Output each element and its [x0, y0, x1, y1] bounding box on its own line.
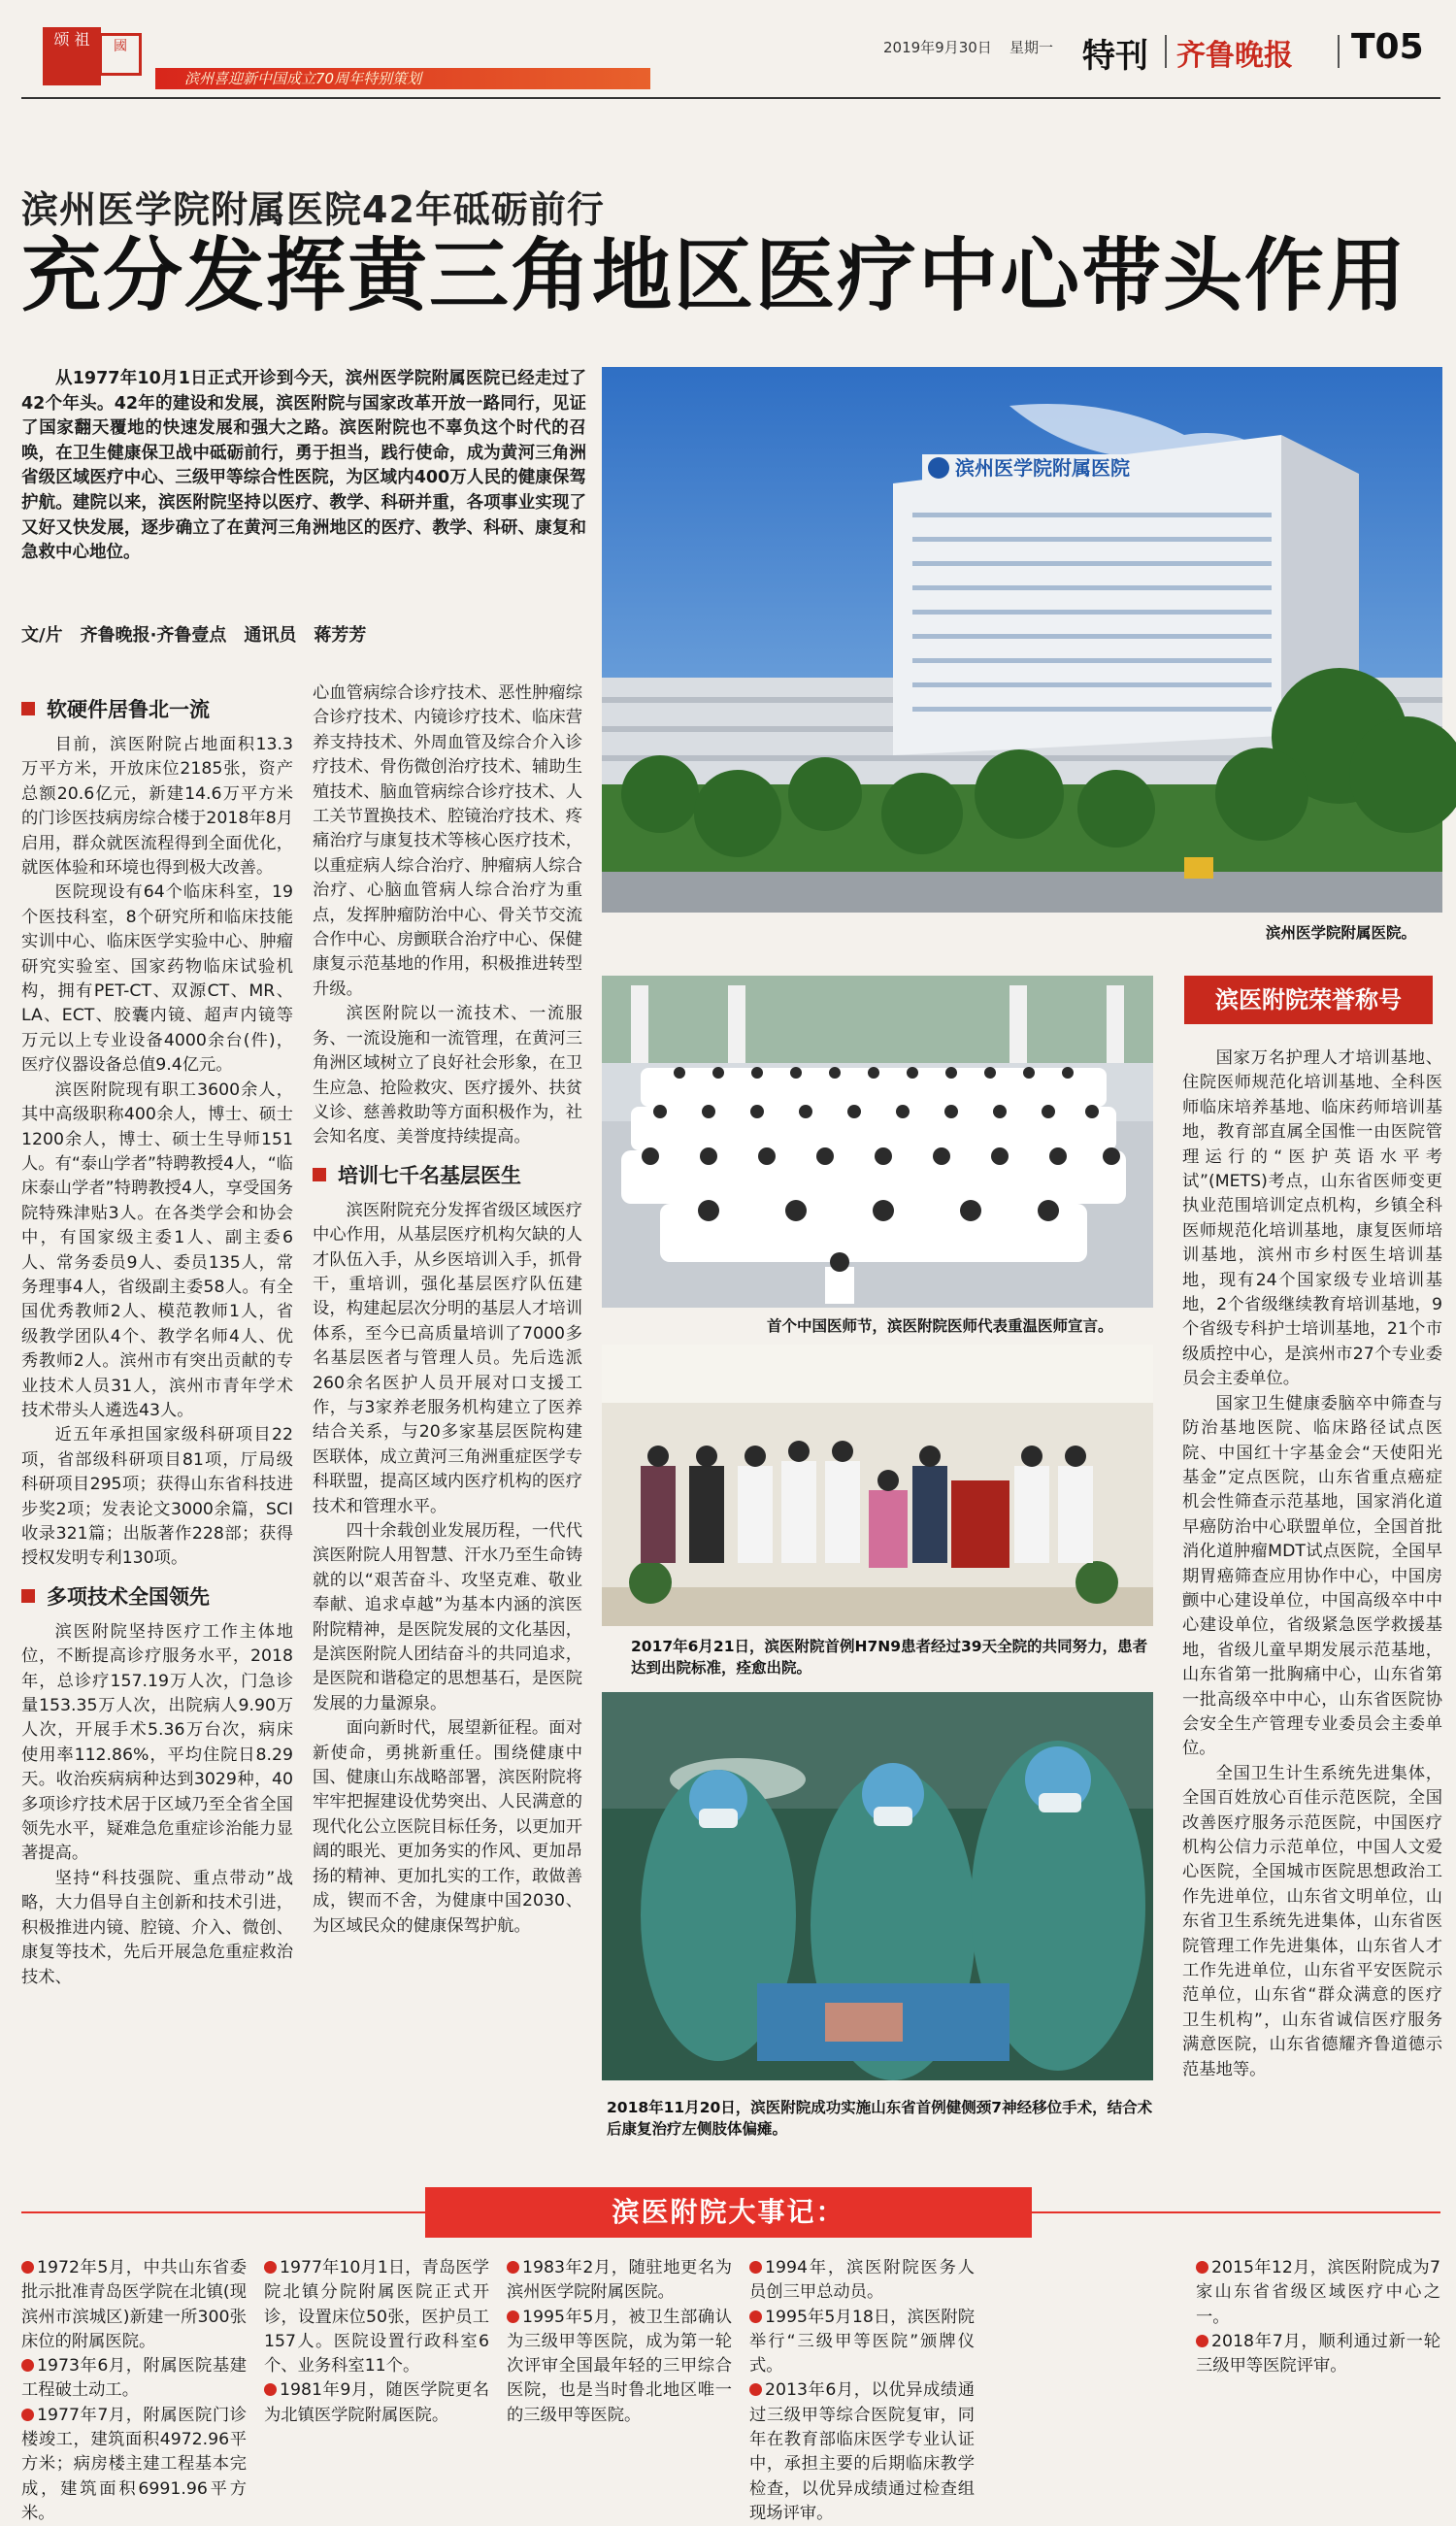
building-sign: 滨州医学院附属医院 — [955, 456, 1130, 480]
event-text: 1977年7月，附属医院门诊楼竣工，建筑面积4972.96平方米；病房楼主建工程基本完成，建筑面积6991.96平方米。 — [21, 2405, 247, 2523]
event-item — [21, 2404, 247, 2526]
paragraph: 国家万名护理人才培训基地、住院医师规范化培训基地、全科医师临床培养基地、临床药师培训基地，教育部直属全国惟一由医院管理运行的“医护英语水平考试”(METS)考点，山东省医师变更执业范围培训定点机构，乡镇全科医师规范化培训基地，康复医师培训基地，滨州市乡村医生培训基地，现有24个国家级专业培训基地，2个省级继续教育培训基地，9个省级专科护士培训基地，21个市级质控中心，是滨州市27个专业委员会主委单位。 — [1182, 1048, 1442, 1389]
section-heading — [313, 1156, 582, 1195]
header-divider — [1338, 35, 1340, 68]
logo-stamp: 國 — [99, 33, 142, 76]
hospital-building-photo — [602, 367, 1442, 913]
event-item — [264, 2256, 489, 2378]
event-item — [749, 2256, 975, 2306]
bullet-icon — [21, 2261, 34, 2274]
square-bullet-icon — [21, 702, 35, 715]
section-heading-text: 培训七千名基层医生 — [338, 1163, 521, 1187]
feature-strip: 滨州喜迎新中国成立70周年特别策划 — [155, 68, 650, 89]
event-text: 1995年5月18日，滨医附院举行“三级甲等医院”颁牌仪式。 — [749, 2307, 975, 2376]
event-item — [1196, 2256, 1440, 2330]
lead-text: 从1977年10月1日正式开诊到今天，滨州医学院附属医院已经走过了42个年头。42年的建设和发展，滨医附院与国家改革开放一路同行，见证了国家翻天覆地的快速发展和强大之路。滨医附院也不辜负这个时代的召唤，在卫生健康保卫战中砥砺前行，勇于担当，践行使命，成为黄河三角洲省级区域医疗中心、三级甲等综合性医院，为区域内400万人民的健康保驾护航。建院以来，滨医附院坚持以医疗、教学、科研并重，各项事业实现了又好又快发展，逐步确立了在黄河三角洲地区的医疗、教学、科研、康复和急救中心地位。 — [21, 369, 586, 563]
events-column — [1196, 2256, 1440, 2378]
masthead — [0, 0, 1456, 97]
section-heading — [21, 690, 293, 729]
paragraph: 面向新时代，展望新征程。面对新使命，勇挑新重任。围绕健康中国、健康山东战略部署，滨医附院将牢牢把握建设优势突出、人民满意的现代化公立医院目标任务，以更加开阔的眼光、更加务实的作风、更加昂扬的精神、更加扎实的工作，敢做善成，锲而不舍，为健康中国2030、为区域民众的健康保驾护航。 — [313, 1718, 582, 1936]
lead-paragraph — [21, 367, 586, 566]
photo-caption: 2018年11月20日，滨医附院成功实施山东省首例健侧颈7神经移位手术，结合术后康复治疗左侧肢体偏瘫。 — [607, 2099, 1153, 2138]
paragraph: 医院现设有64个临床科室，19个医技科室，8个研究所和临床技能实训中心、临床医学实验中心、肿瘤研究实验室、国家药物临床试验机构，拥有PET-CT、双源CT、MR、LA、ECT、胶囊内镜、超声内镜等万元以上专业设备4000余台(件)，医疗仪器设备总值9.4亿元。 — [21, 882, 293, 1076]
paragraph: 滨医附院以一流技术、一流服务、一流设施和一流管理，在黄河三角洲区域树立了良好社会形象，在卫生应急、抢险救灾、医疗援外、扶贫义诊、慈善救助等方面积极作为，社会知名度、美誉度持续提高。 — [313, 1004, 582, 1147]
event-text: 1995年5月，被卫生部确认为三级甲等医院，成为第一轮次评审全国最年轻的三甲综合医院，也是当时鲁北地区唯一的三级甲等医院。 — [507, 2307, 732, 2425]
events-column — [21, 2256, 247, 2526]
events-column — [507, 2256, 732, 2428]
event-item — [1196, 2330, 1440, 2379]
nurses-photo — [602, 976, 1153, 1308]
paragraph: 滨医附院坚持医疗工作主体地位，不断提高诊疗服务水平，2018年，总诊疗157.19万人次，门急诊量153.35万人次，出院病人9.90万人次，开展手术5.36万台次，病床使用率112.86%，平均住院日8.29天。收治疾病病种达到3029种，40多项诊疗技术居于区域乃至全省全国领先水平，疑难急危重症诊治能力显著提高。 — [21, 1621, 293, 1864]
event-text: 1994年，滨医附院医务人员创三甲总动员。 — [749, 2258, 975, 2303]
event-text: 2013年6月，以优异成绩通过三级甲等综合医院复审，同年在教育部临床医学专业认证中，承担主要的后期临床教学检查，以优异成绩通过检查组现场评审。 — [749, 2380, 975, 2523]
event-item — [21, 2354, 247, 2404]
main-headline: 充分发挥黄三角地区医疗中心带头作用 — [21, 230, 1408, 322]
nurses-illustration — [602, 976, 1153, 1308]
event-text: 1973年6月，附属医院基建工程破土动工。 — [21, 2356, 247, 2401]
page-number: T05 — [1351, 27, 1424, 67]
paragraph: 目前，滨医附院占地面积13.3万平方米，开放床位2185张，资产总额20.6亿元，新建14.6万平方米的门诊医技病房综合楼于2018年8月启用，群众就医流程得到全面优化，就医体验和环境也得到极大改善。 — [21, 735, 293, 879]
article-column-1 — [21, 684, 293, 1990]
bullet-icon — [507, 2310, 519, 2323]
photo-caption: 滨州医学院附属医院。 — [1266, 924, 1417, 942]
bullet-icon — [21, 2359, 34, 2372]
bullet-icon — [1196, 2261, 1208, 2274]
header-rule — [21, 97, 1440, 99]
photo-caption: 2017年6月21日，滨医附院首例H7N9患者经过39天全院的共同努力，患者达到出院标准，痊愈出院。 — [631, 1638, 1148, 1677]
event-text: 1983年2月，随驻地更名为滨州医学院附属医院。 — [507, 2258, 732, 2303]
event-item — [21, 2256, 247, 2354]
paragraph: 国家卫生健康委脑卒中筛查与防治基地医院、临床路径试点医院、中国红十字基金会“天使阳光基金”定点医院，山东省重点癌症机会性筛查示范基地，国家消化道早癌防治中心联盟单位，全国首批消化道肿瘤MDT试点医院，全国早期胃癌筛查应用协作中心，中国房颤中心建设单位，中国高级卒中中心建设单位，省级紧急医学救援基地，省级儿童早期发展示范基地，山东省第一批胸痛中心，山东省第一批高级卒中中心，山东省医院协会安全生产管理专业委员会主委单位。 — [1182, 1393, 1442, 1759]
honors-title: 滨医附院荣誉称号 — [1184, 976, 1433, 1024]
article-column-2 — [313, 681, 582, 1939]
event-item — [507, 2256, 732, 2306]
paragraph: 四十余载创业发展历程，一代代滨医附院人用智慧、汗水乃至生命铸就的以“艰苦奋斗、攻坚克难、敬业奉献、追求卓越”为基本内涵的滨医附院精神，是医院发展的文化基因，是滨医附院人团结奋斗的共同追求，是医院和谐稳定的思想基石，是医院发展的力量源泉。 — [313, 1521, 582, 1713]
bullet-icon — [21, 2409, 34, 2421]
bullet-icon — [507, 2261, 519, 2274]
event-item — [507, 2306, 732, 2428]
header-divider — [1165, 35, 1167, 68]
event-item — [264, 2378, 489, 2428]
section-heading-text: 多项技术全国领先 — [47, 1584, 210, 1609]
building-illustration — [602, 367, 1442, 913]
paper-name: 齐鲁晚报 — [1176, 39, 1293, 73]
paragraph: 滨医附院充分发挥省级区域医疗中心作用，从基层医疗机构欠缺的人才队伍入手，从乡医培训入手，抓骨干，重培训，强化基层医疗队伍建设，构建起层次分明的基层人才培训体系，至今已高质量培训了7000多名基层医者与管理人员。先后选派260余名医护人员开展对口支援工作，与3家养老服务机构建立了医养结合关系，与20多家基层医院构建医联体，成立黄河三角洲重症医学专科联盟，提高区域内医疗机构的医疗技术和管理水平。 — [313, 1200, 582, 1516]
paragraph: 滨医附院现有职工3600余人，其中高级职称400余人，博士、硕士1200余人，博士、硕士生导师151人。有“泰山学者”特聘教授4人，“临床泰山学者”特聘教授4人，享受国务院特殊津贴3人。在各类学会和协会中，有国家级主委1人、副主委6人、常务委员9人、委员135人，常务理事4人，省级副主委58人。有全国优秀教师2人、模范教师1人，省级教学团队4个、教学名师4人、优秀教师2人。滨州市有突出贡献的专业技术人员31人，滨州市青年学术技术带头人遴选43人。 — [21, 1080, 293, 1420]
event-item — [749, 2378, 975, 2526]
paragraph: 近五年承担国家级科研项目22项，省部级科研项目81项，厅局级科研项目295项；获得山东省科技进步奖2项；发表论文3000余篇，SCI收录321篇；出版著作228部；获得授权发明专利130项。 — [21, 1425, 293, 1569]
section-heading — [21, 1578, 293, 1616]
honors-column — [1182, 1047, 1442, 2082]
events-title: 滨医附院大事记： — [425, 2187, 1032, 2238]
issue-date: 2019年9月30日 — [883, 39, 992, 56]
section-name: 特刊 — [1082, 37, 1148, 76]
bullet-icon — [749, 2310, 762, 2323]
bullet-icon — [1196, 2335, 1208, 2347]
surgery-illustration — [602, 1692, 1153, 2080]
bullet-icon — [749, 2261, 762, 2274]
banner — [951, 1480, 1009, 1568]
group-illustration — [602, 1345, 1153, 1626]
special-logo — [43, 27, 169, 85]
photo-caption: 首个中国医师节，滨医附院医师代表重温医师宣言。 — [767, 1317, 1113, 1335]
event-text: 1981年9月，随医学院更名为北镇医学院附属医院。 — [264, 2380, 489, 2425]
event-text: 2018年7月，顺利通过新一轮三级甲等医院评审。 — [1196, 2331, 1440, 2376]
group-photo — [602, 1345, 1153, 1626]
paragraph: 心血管病综合诊疗技术、恶性肿瘤综合诊疗技术、内镜诊疗技术、临床营养支持技术、外周血管及综合介入诊疗技术、骨伤微创治疗技术、辅助生殖技术、脑血管病综合诊疗技术、人工关节置换技术、腔镜治疗技术、疼痛治疗与康复技术等核心医疗技术，以重症病人综合治疗、肿瘤病人综合治疗、心脑血管病人综合治疗为重点，发挥肿瘤防治中心、骨关节交流合作中心、房颤联合治疗中心、保健康复示范基地的作用，积极推进转型升级。 — [313, 683, 582, 999]
events-column — [749, 2256, 975, 2526]
section-heading-text: 软硬件居鲁北一流 — [47, 698, 210, 721]
events-column — [264, 2256, 489, 2428]
paragraph: 全国卫生计生系统先进集体，全国百姓放心百佳示范医院，全国改善医疗服务示范医院，中国医疗机构公信力示范单位，中国人文爱心医院，全国城市医院思想政治工作先进单位，山东省文明单位，山东省卫生系统先进集体，山东省医院管理工作先进集体，山东省人才工作先进单位，山东省平安医院示范单位，山东省“群众满意的医疗卫生机构”，山东省诚信医疗服务满意医院，山东省德耀齐鲁道德示范基地等。 — [1182, 1763, 1442, 2079]
kicker-headline: 滨州医学院附属医院42年砥砺前行 — [21, 188, 605, 231]
logo-red-block: 颂 祖 — [43, 27, 101, 85]
square-bullet-icon — [313, 1168, 326, 1181]
bullet-icon — [749, 2383, 762, 2396]
square-bullet-icon — [21, 1589, 35, 1603]
surgery-photo — [602, 1692, 1153, 2080]
issue-weekday: 星期一 — [1009, 39, 1054, 56]
bullet-icon — [264, 2261, 277, 2274]
hospital-emblem — [928, 457, 949, 479]
event-text: 2015年12月，滨医附院成为7家山东省省级区域医疗中心之一。 — [1196, 2258, 1440, 2327]
bullet-icon — [264, 2383, 277, 2396]
event-text: 1972年5月，中共山东省委批示批准青岛医学院在北镇(现滨州市滨城区)新建一所300张床位的附属医院。 — [21, 2258, 247, 2351]
event-text: 1977年10月1日，青岛医学院北镇分院附属医院正式开诊，设置床位50张，医护员工157人。医院设置行政科室6个、业务科室11个。 — [264, 2258, 489, 2376]
paragraph: 坚持“科技强院、重点带动”战略，大力倡导自主创新和技术引进，积极推进内镜、腔镜、介入、微创、康复等技术，先后开展急危重症救治技术、 — [21, 1868, 293, 1987]
event-item — [749, 2306, 975, 2379]
byline: 文/片 齐鲁晚报·齐鲁壹点 通讯员 蒋芳芳 — [21, 625, 367, 646]
